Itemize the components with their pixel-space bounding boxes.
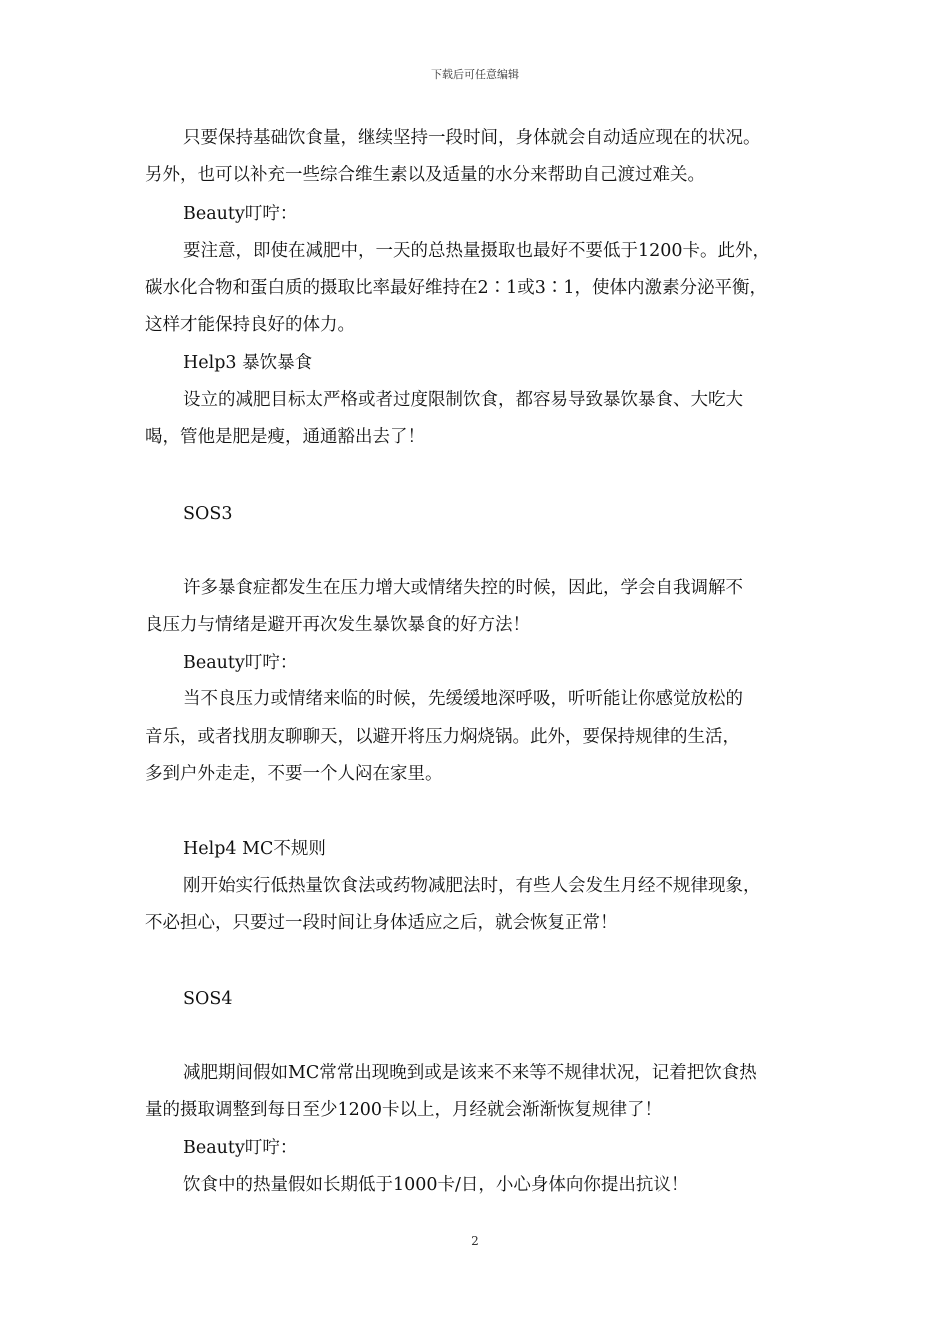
body-line: Beauty叮咛： [183, 1138, 298, 1158]
body-line: 许多暴食症都发生在压力增大或情绪失控的时候，因此，学会自我调解不 [183, 578, 743, 598]
body-line: Beauty叮咛： [183, 204, 298, 224]
body-line: 另外，也可以补充一些综合维生素以及适量的水分来帮助自己渡过难关。 [145, 165, 705, 185]
body-line: 设立的减肥目标太严格或者过度限制饮食，都容易导致暴饮暴食、大吃大 [183, 390, 743, 410]
body-line: 碳水化合物和蛋白质的摄取比率最好维持在2∶1或3∶1，使体内激素分泌平衡， [145, 278, 768, 298]
body-line: 只要保持基础饮食量，继续坚持一段时间，身体就会自动适应现在的状况。 [183, 128, 761, 148]
body-line: 音乐，或者找朋友聊聊天，以避开将压力焖烧锅。此外，要保持规律的生活， [145, 727, 740, 747]
body-line: 要注意，即使在减肥中，一天的总热量摄取也最好不要低于1200卡。此外， [183, 241, 771, 261]
body-line: 多到户外走走，不要一个人闷在家里。 [145, 764, 443, 784]
body-line: 当不良压力或情绪来临的时候，先缓缓地深呼吸，听听能让你感觉放松的 [183, 689, 743, 709]
section-heading: SOS3 [183, 504, 233, 524]
section-heading: Help3 暴饮暴食 [183, 353, 313, 373]
page-header: 下载后可任意编辑 [431, 68, 519, 81]
page-number: 2 [471, 1234, 479, 1248]
body-line: Beauty叮咛： [183, 653, 298, 673]
section-heading: SOS4 [183, 989, 233, 1009]
body-line: 良压力与情绪是避开再次发生暴饮暴食的好方法！ [145, 615, 530, 635]
body-line: 量的摄取调整到每日至少1200卡以上，月经就会渐渐恢复规律了！ [145, 1100, 663, 1120]
body-line: 减肥期间假如MC常常出现晚到或是该来不来等不规律状况，记着把饮食热 [183, 1063, 757, 1083]
body-line: 不必担心，只要过一段时间让身体适应之后，就会恢复正常！ [145, 913, 618, 933]
body-line: 喝，管他是肥是瘦，通通豁出去了！ [145, 427, 425, 447]
body-line: 这样才能保持良好的体力。 [145, 315, 355, 335]
body-line: 饮食中的热量假如长期低于1000卡/日，小心身体向你提出抗议！ [183, 1175, 689, 1195]
section-heading: Help4 MC不规则 [183, 839, 326, 859]
body-line: 刚开始实行低热量饮食法或药物减肥法时，有些人会发生月经不规律现象， [183, 876, 761, 896]
